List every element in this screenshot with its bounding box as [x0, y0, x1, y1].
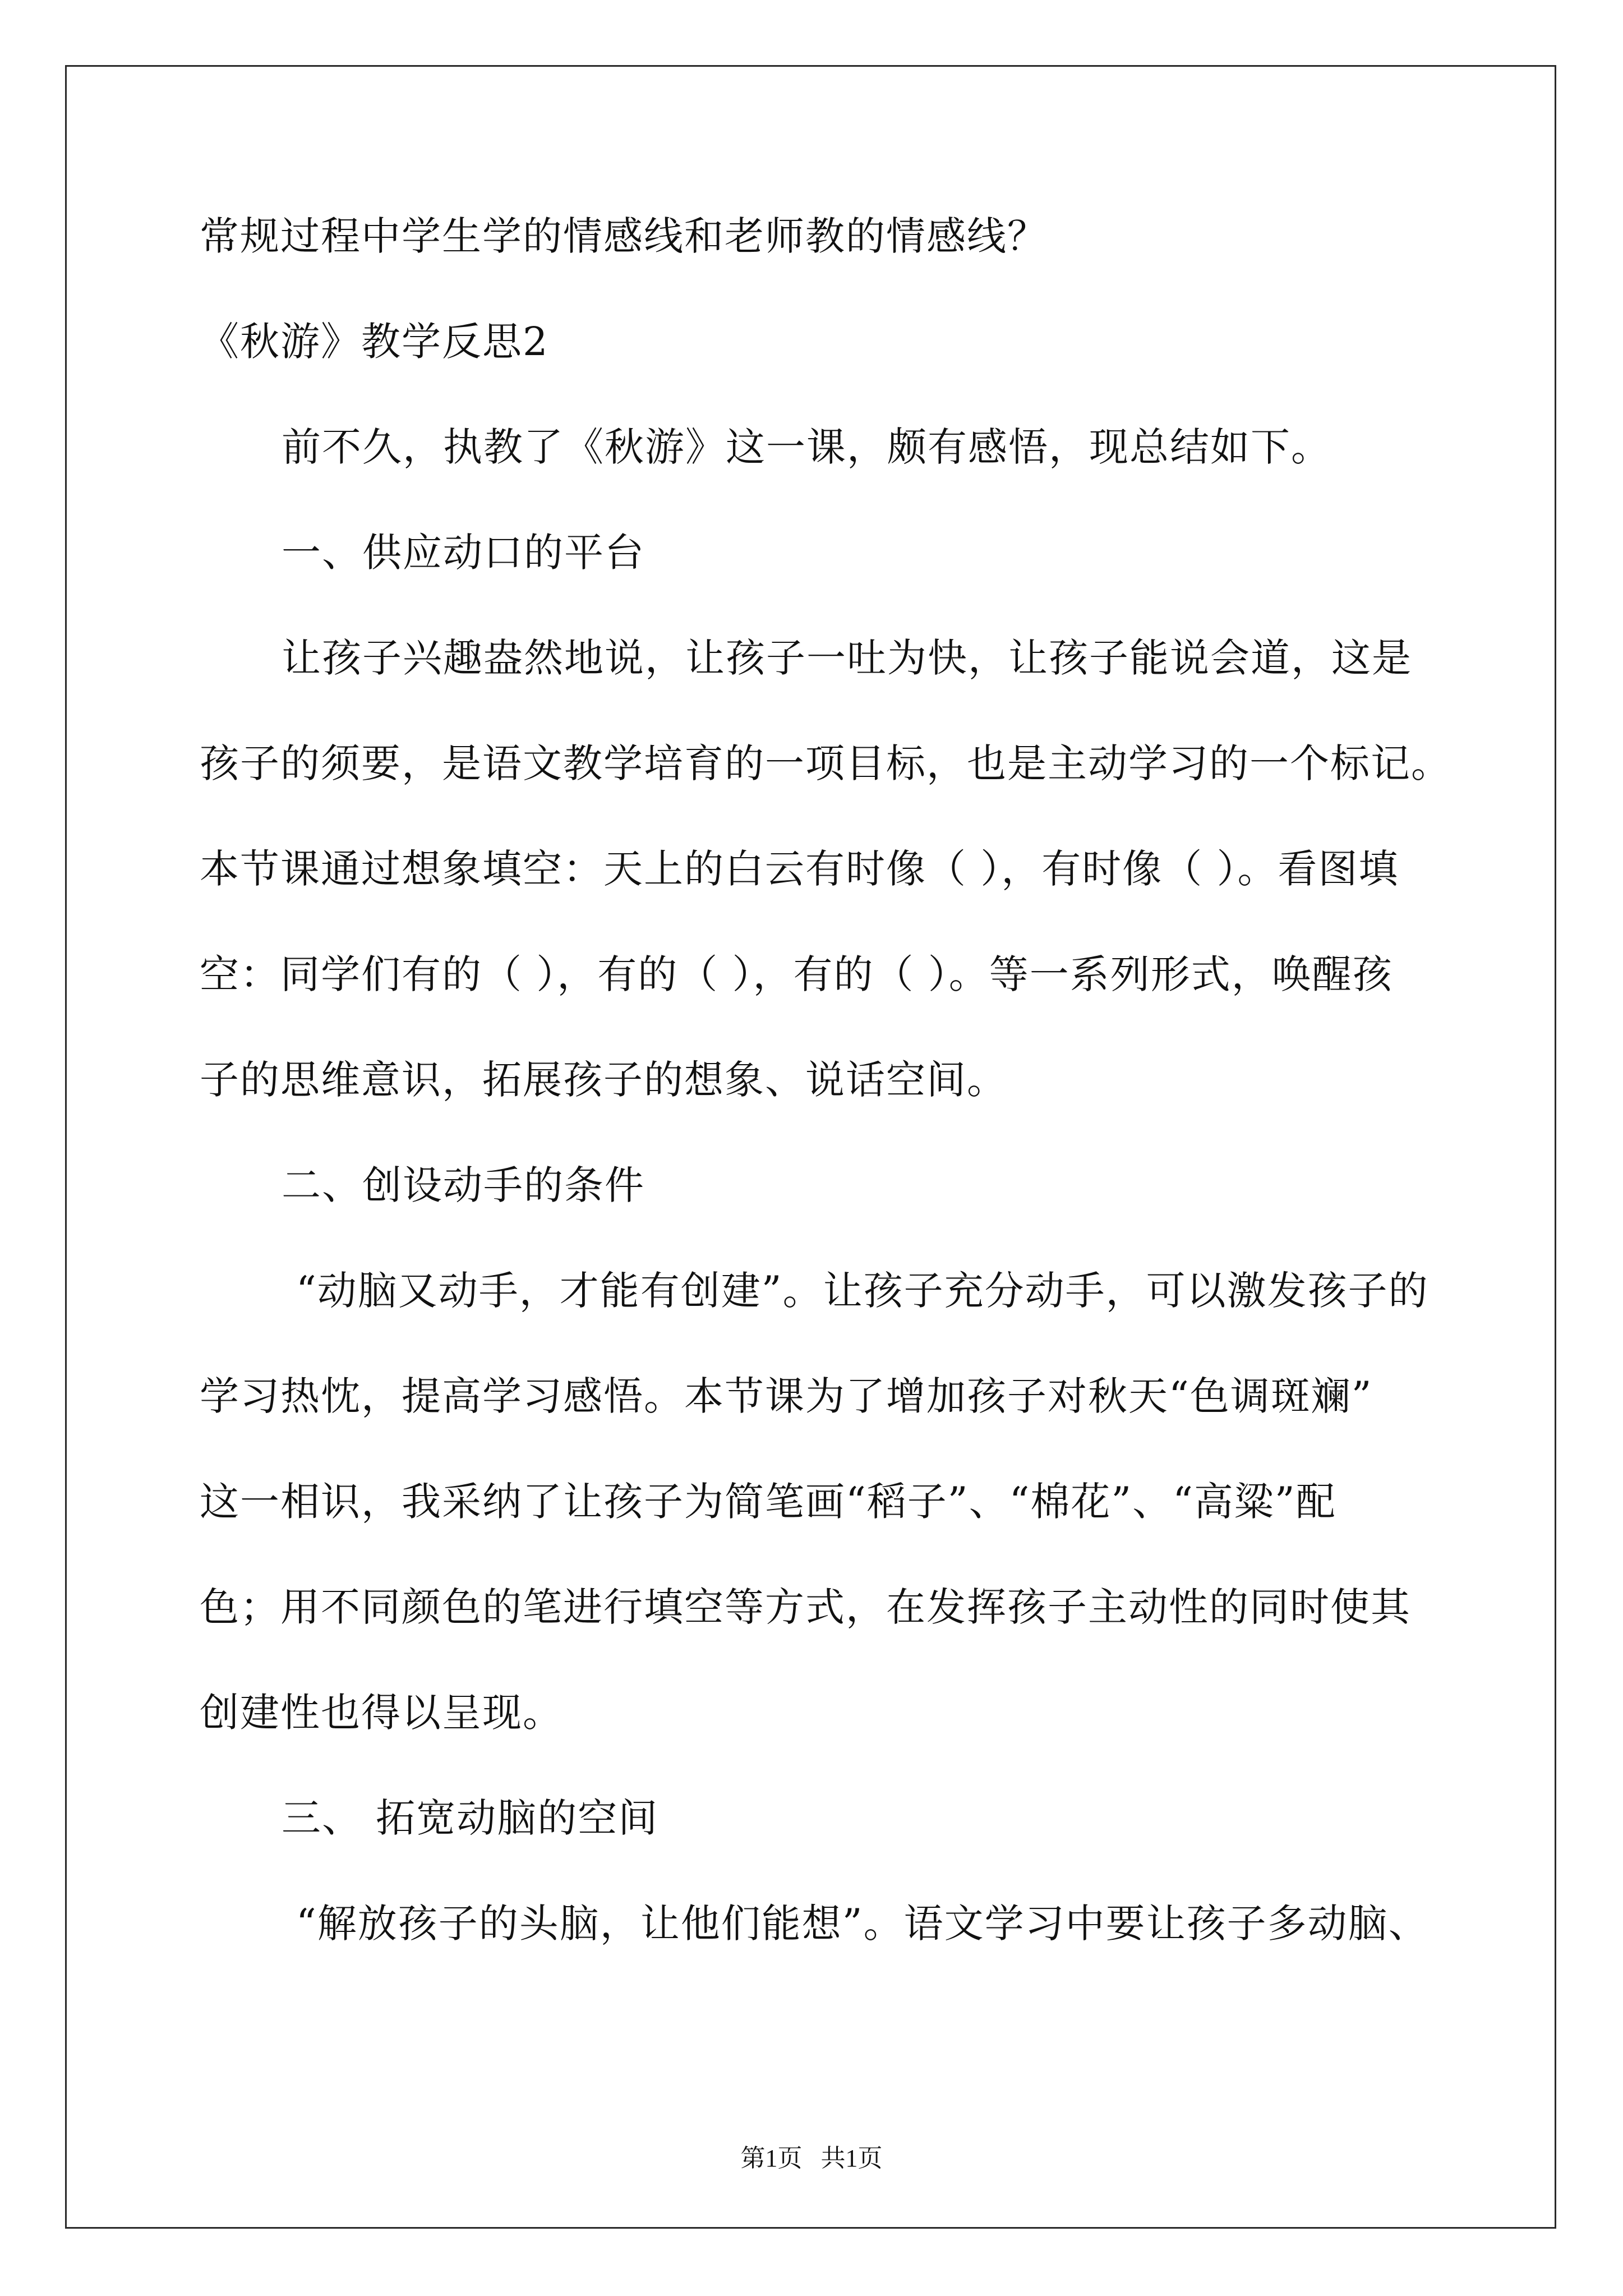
paragraph-line: 学习热忱，提高学习感悟。本节课为了增加孩子对秋天“色调斑斓” — [200, 1373, 1373, 1419]
paragraph-line: 前不久，执教了《秋游》这一课，颇有感悟，现总结如下。 — [282, 424, 1331, 470]
paragraph-line: 这一相识，我采纳了让孩子为简笔画“稻子”、“棉花”、“高粱”配 — [200, 1479, 1336, 1525]
document-body — [200, 213, 1451, 2009]
paragraph-line: 子的思维意识，拓展孩子的想象、说话空间。 — [200, 1057, 1007, 1103]
section-title: 《秋游》教学反思2 — [200, 319, 549, 365]
paragraph-line: 本节课通过想象填空：天上的白云有时像（ ），有时像（ ）。看图填 — [200, 846, 1399, 892]
paragraph-line: “动脑又动手，才能有创建”。让孩子充分动手，可以激发孩子的 — [296, 1268, 1429, 1314]
paragraph-line: 常规过程中学生学的情感线和老师教的情感线？ — [200, 213, 1048, 259]
page-footer: 第1页 共1页 — [740, 2145, 883, 2172]
heading-1: 一、供应动口的平台 — [282, 530, 645, 576]
heading-2: 二、创设动手的条件 — [282, 1162, 645, 1208]
heading-3: 三、 拓宽动脑的空间 — [282, 1795, 659, 1841]
paragraph-line: 让孩子兴趣盎然地说，让孩子一吐为快，让孩子能说会道，这是 — [282, 635, 1412, 681]
paragraph-line: 色；用不同颜色的笔进行填空等方式，在发挥孩子主动性的同时使其 — [200, 1584, 1411, 1630]
paragraph-line: 孩子的须要，是语文教学培育的一项目标，也是主动学习的一个标记。 — [200, 740, 1451, 786]
paragraph-line: 创建性也得以呈现。 — [200, 1690, 563, 1736]
paragraph-line: “解放孩子的头脑，让他们能想”。语文学习中要让孩子多动脑、 — [296, 1901, 1429, 1947]
paragraph-line: 空：同学们有的（ ），有的（ ），有的（ ）。等一系列形式，唤醒孩 — [200, 951, 1393, 997]
